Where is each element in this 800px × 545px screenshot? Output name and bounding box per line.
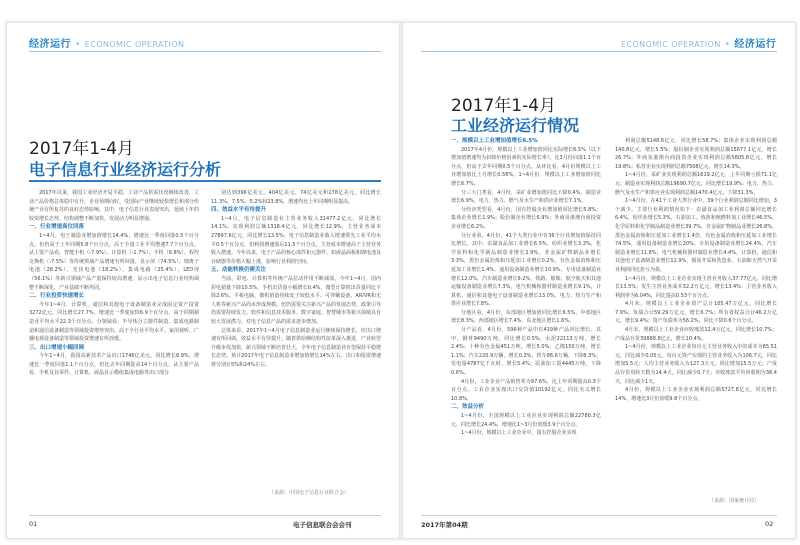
source-note: （来源：中国电子信息行业联合会） xyxy=(269,490,350,496)
left-column-2 xyxy=(211,189,381,489)
page-number: 01 xyxy=(29,520,38,528)
right-header: ECONOMIC OPERATION • 经济运行 xyxy=(621,39,777,50)
footer-issue: 2017年第04期 xyxy=(421,521,468,529)
header-rule xyxy=(421,51,777,52)
section-en: ECONOMIC OPERATION xyxy=(621,40,721,49)
article-title: 电子信息行业经济运行分析 xyxy=(29,160,222,179)
body-paragraph: 1~4月份，全国规模以上工业企业实现利润总额22780.3亿元，同比增长24.4%，增速比1~3月份放缓3.9个百分点。 xyxy=(451,413,601,428)
footer-title: 电子信息联合会会刊 xyxy=(293,521,352,529)
section-en: ECONOMIC OPERATION xyxy=(84,40,185,49)
body-paragraph: 4月末，规模以上工业企业资产总计105.47万亿元，同比增长7.9%；负债合计59.29万亿元，增长6.7%；所有者权益合计46.2万亿元，增长9.4%；资产负债率为56.2%，同比下降0.6个百分点。 xyxy=(615,301,777,325)
body-paragraph: 当前，彩电、计算机等传统产品拉动作用不断减弱，今年1~4月，国内彩电销量下降10.5%，手机出货量小幅增长0.4%，微型计算机出货量同比下降2.6%。平板电脑、微机销量持续处于较低水平。可穿戴设备、AR/VR和无人机等新兴产品尚未形成规模。但仍需要关注新兴产品的发展态势，政策引导仍需要持续发力。软件和信息技术服务、数字家庭、智慧城市等新兴领域具有较大发展潜力，对电子信息产品的需求逐步增加。 xyxy=(211,275,381,325)
header-rule xyxy=(29,51,381,52)
section-heading: 五、动能转换仍需关注 xyxy=(211,267,267,274)
source-note: （来源：国家统计局） xyxy=(709,498,760,504)
body-paragraph: 1~4月份，采矿业实现利润总额1619.2亿元，上年同期亏损71.1亿元；制造业实现利润总额19690.7亿元，同比增长19.9%；电力、热力、燃气及水生产和供应业实现利润总额1470.4亿元，下降31.3%。 xyxy=(615,172,777,196)
left-page xyxy=(7,23,399,538)
body-paragraph: 1~4月，电子信息制造业主营业务收入31477.2亿元，同比增长14.1%；实现利润总额1318.4亿元，同比增长12.9%；主营业务成本27897.6亿元，同比增长13.5%；电子信息制造业收入增速领先工业平均水平0.5个百分点，但利润增速落后11.5个百分点，主营成本增速高于主营业务收入增速。今年以来，电子产品的核心部件和元器件、如液晶面板和锂电池及存储器等价格大幅上涨，影响行业利润空间。 xyxy=(211,215,381,265)
body-paragraph: 分三大门类看，4月份，采矿业增加值同比下降0.4%，制造业增长6.9%，电力、热力、燃气及水生产和供应业增长7.1%。 xyxy=(451,189,601,205)
body-paragraph: 1~4月份，规模以上工业企业中，国有控股企业实现 xyxy=(461,430,577,437)
right-column-1 xyxy=(451,137,601,509)
article-date: 2017年1-4月 xyxy=(451,96,557,116)
section-heading: 一、行业增速高位回落 xyxy=(29,224,85,231)
footer-rule xyxy=(421,515,777,516)
section-cn: 经济运行 xyxy=(734,39,777,50)
body-paragraph: 利润总额5148.6亿元，同比增长58.7%；集体企业实现利润总额140.8亿元，增长5.5%；股份制企业实现利润总额15677.1亿元，增长26.7%；外商及港澳台商投资企业实现利润总额5605.8亿元，增长19.8%；私营企业实现利润总额7508亿元，增长14.3%。 xyxy=(615,138,777,170)
body-paragraph: 总体来看，2017年1~4月电子信息制造业运行继续保持增长，但出口增速有所回调，效益水平有待提升。随着供给侧结构性改革深入推进，产业转型升级步伐加快，新兴领域不断培育壮大，全年电子信息制造业有望保持平稳增长态势。预计2017年电子信息制造业增加值增长14%左右，出口和投资增速将分别在5%和24%左右。 xyxy=(211,327,381,368)
right-page xyxy=(403,23,795,538)
article-date: 2017年1-4月 xyxy=(29,139,135,159)
body-paragraph: 1~4月份，规模以上工业企业每百元主营业务收入中的成本为85.51元，同比减少0.05元。每百元资产实现的主营业务收入为106.7元，同比增加5.5元；人均主营业务收入为127.3万元，同比增加15.5万元；产成品存货周转天数为14.4天，同比减少0.7天；应收账款平均回收期为38.4天，同比减少1天。 xyxy=(615,344,777,385)
body-paragraph: 分地区看，4月份，东部地区增加值同比增长6.5%，中部地区增长8.3%，西部地区增长7.4%，东北地区增长1.6%。 xyxy=(451,309,601,325)
left-header: 经济运行 • ECONOMIC OPERATION xyxy=(29,39,185,50)
section-heading: 二、行业投资快速增长 xyxy=(29,293,85,300)
section-cn: 经济运行 xyxy=(29,39,71,50)
body-paragraph: 4月末，规模以上工业企业应收账款12.4万亿元，同比增长10.7%；产成品存货39888.8亿元，增长10.4%。 xyxy=(615,327,777,342)
body-paragraph: 别达到396亿美元、404亿美元、74亿美元和178亿美元，同比增长11.3%、7.5%、5.2%和23.8%，增速均比上年同期明显提高。 xyxy=(211,190,381,205)
section-heading: 二、效益分析 xyxy=(451,404,485,411)
magazine-spread xyxy=(6,22,796,539)
body-paragraph: 分经济类型看，4月份，国有控股企业增加值同比增长5.8%；集体企业增长1.9%；股份制企业增长6.9%；外商及港澳台商投资企业增长6.2%。 xyxy=(451,206,601,230)
section-heading: 四、效益水平有待提升 xyxy=(211,207,267,214)
body-paragraph: 今年1~4月，我国高新技术产品出口1746亿美元，同比增长8.9%，增速比一季度回落1.1个百分点，但比去年同期提高14个百分点。从主要产品看，手机及其零件、计算机、液晶显示模组集成电路等出口部分 xyxy=(29,353,199,377)
body-paragraph: 分行业看，4月份，41个大类行业中有36个行业增加值保持同比增长。其中，农副食品加工业增长6.5%，纺织业增长3.3%，化学原料和化学制品制造业增长2.9%，非金属矿物制品业增长3.3%，黑色金属冶炼和压延加工业增长0.2%，有色金属冶炼和压延加工业增长1.4%，通用设备制造业增长10.9%，专用设备制造业增长12.0%，汽车制造业增长9.2%，铁路、船舶、航空航天和其他运输设备制造业增长7.3%，电气机械和器材制造业增长9.1%，计算机、通信和其他电子设备制造业增长13.0%，电力、热力生产和供应业增长7.8%。 xyxy=(451,232,601,308)
body-paragraph: 今年1~4月，计算机、通信和其他电子设备制造业完成固定资产投资3272亿元，同比增长27.7%，增速比一季度加快6.9个百分点，高于同期制造业平均水平22.3个百分点。分领域看，半导体分立器件制造、集成电路制造和通信设备制造等领域投资增势突出。高于全行业平均水平。家用视听、广播电视设备制造等领域投资增速有所放缓。 xyxy=(29,301,199,343)
page-number: 02 xyxy=(765,520,774,528)
section-heading: 三、出口增速小幅回调 xyxy=(29,344,85,351)
body-paragraph: 2017年4月份，规模以上工业增加值同比实际增长6.5%（以下增加值增速均为扣除价格因素的实际增长率）。比3月份回落1.1个百分点，但高于去年同期0.5个百分点。从环比看，4月份规模以上工业增加值比上月增长0.56%。1~4月份，规模以上工业增加值同比增长6.7%。 xyxy=(451,146,601,187)
title-rule xyxy=(29,180,381,182)
body-paragraph: 4月份，规模以上工业企业实现利润总额5727.8亿元，同比增长14%，增速比3月份放缓9.8个百分点。 xyxy=(615,387,777,402)
body-paragraph: 1~4月份，规模以上工业企业实现主营业务收入37.77亿元，同比增长13.5%；发生主营业务成本32.2万亿元，增长13.4%；主营业务收入利润率为6.04%，同比提高0.53个百分点。 xyxy=(615,275,777,299)
body-paragraph: 1~4月，电子制造业增加值增长14.4%，增速比一季度回落0.5个百分点，但仍高于上年同期5.8个百分点，高于全国工业平均增速7.7个百分点。从主要产品看，智能手机（-7.9%）、计算机（-1.7%）、手机（9.8%）、程控交换机（-7.5%）等传统领域产品增速有所回落，显示屏（74.5%）、锂离子电池（28.2%）、光伏电池（18.2%）、集成电路（25.4%）、LED屏（56.1%）等新兴领域产品产量保持较高增速，显示出电子信息行业结构调整不断深化，产业基础不断巩固。 xyxy=(29,232,199,291)
body-paragraph: 4月份，工业企业产品销售率为97.6%，比上年同期提高0.3个百分点。工业企业实现出口交货值10192亿元，同比名义增长10.8%。 xyxy=(451,378,601,402)
body-paragraph: 分产品看，4月份，596种产品中有419种产品同比增长。其中，钢材9490万吨，同比增长0.5%；水泥22113万吨，增长2.4%；十种有色金属451万吨，增长5.0%；乙烯150万吨，增长1.1%；汽车220.9万辆，增长0.3%，轿车86.6万辆，下降8.3%；发电量4787亿千瓦时，增长5.4%；原油加工量4445万吨，下降0.6%。 xyxy=(451,327,601,377)
right-column-2 xyxy=(615,137,777,493)
body-paragraph: 2017年以来，我国工业经济开局平稳，工业产品供需状况继续改善，工业产品价格总体稳中有升，企业预期向好。受国际产业继续较快增长和部分传统产业有所复苏的良好态势影响，其中，电子信息行业表现突出，延续上年的较快增长态势，结构调整不断加快，发展动力明显增强。 xyxy=(29,190,199,222)
body-paragraph: 1~4月份，在41个工业大类行业中，39个行业利润总额同比增加，3个减少。主要行业利润情况如下：农副食品加工业利润总额同比增长6.4%，纺织业增长5.3%，石油加工、炼焦和核燃料加工业增长46.5%，化学原料和化学制品制造业增长39.7%，非金属矿物制品业增长26.8%，黑色金属冶炼和压延加工业增长1.4倍，有色金属冶炼和压延加工业增长74.5%，通用设备制造业增长20%，专用设备制造业增长24.4%，汽车制造业增长11.8%，电气机械和器材制造业增长4.4%，计算机、通信和其他电子设备制造业增长12.9%，煤炭开采和洗选业、石油和天然气开采业利润同比扭亏为盈。 xyxy=(615,198,777,273)
left-column-1 xyxy=(29,189,199,499)
article-title: 工业经济运行情况 xyxy=(451,116,580,135)
section-heading: 一、规模以上工业增加值增长6.5% xyxy=(451,138,538,144)
footer-rule xyxy=(29,515,381,516)
